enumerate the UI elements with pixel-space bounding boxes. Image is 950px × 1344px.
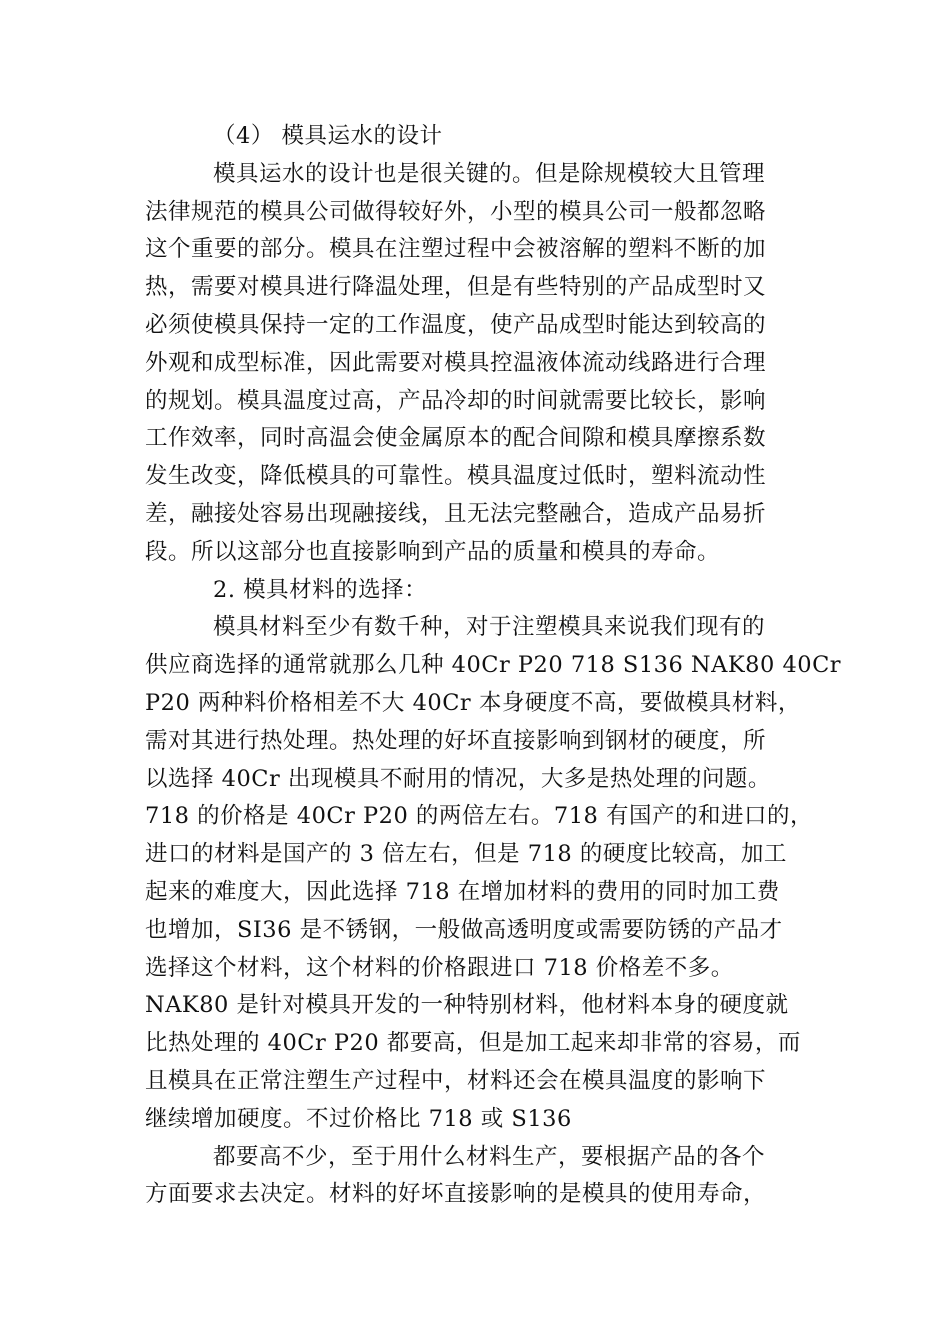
paragraph-line: 比热处理的 40Cr P20 都要高，但是加工起来却非常的容易，而 — [145, 1030, 801, 1057]
paragraph-line: 差，融接处容易出现融接线，且无法完整融合，造成产品易折 — [145, 500, 767, 527]
paragraph-line: 且模具在正常注塑生产过程中，材料还会在模具温度的影响下 — [145, 1067, 767, 1094]
paragraph-line: 模具材料至少有数千种，对于注塑模具来说我们现有的 — [213, 614, 766, 641]
paragraph-line: 法律规范的模具公司做得较好外，小型的模具公司一般都忽略 — [145, 198, 767, 225]
paragraph-line: 热，需要对模具进行降温处理，但是有些特别的产品成型时又 — [145, 274, 767, 301]
paragraph-line: 供应商选择的通常就那么几种 40Cr P20 718 S136 NAK80 40Cr — [145, 652, 842, 679]
paragraph-line: NAK80 是针对模具开发的一种特别材料，他材料本身的硬度就 — [145, 992, 789, 1019]
paragraph-line: 工作效率，同时高温会使金属原本的配合间隙和模具摩擦系数 — [145, 425, 767, 452]
paragraph-line: 以选择 40Cr 出现模具不耐用的情况，大多是热处理的问题。 — [145, 765, 771, 792]
paragraph-line: P20 两种料价格相差不大 40Cr 本身硬度不高，要做模具材料， — [145, 689, 801, 716]
section-heading-material-selection: 2. 模具材料的选择： — [213, 576, 428, 603]
paragraph-line: 需对其进行热处理。热处理的好坏直接影响到钢材的硬度，所 — [145, 727, 767, 754]
paragraph-line: 选择这个材料，这个材料的价格跟进口 718 价格差不多。 — [145, 954, 734, 981]
paragraph-line: 都要高不少，至于用什么材料生产，要根据产品的各个 — [213, 1143, 766, 1170]
paragraph-line: 起来的难度大，因此选择 718 在增加材料的费用的同时加工费 — [145, 878, 780, 905]
paragraph-line: 段。所以这部分也直接影响到产品的质量和模具的寿命。 — [145, 538, 721, 565]
paragraph-line: 这个重要的部分。模具在注塑过程中会被溶解的塑料不断的加 — [145, 236, 767, 263]
paragraph-line: 继续增加硬度。不过价格比 718 或 S136 — [145, 1105, 572, 1132]
paragraph-line: 方面要求去决定。材料的好坏直接影响的是模具的使用寿命， — [145, 1181, 767, 1208]
paragraph-line: 模具运水的设计也是很关键的。但是除规模较大且管理 — [213, 160, 766, 187]
paragraph-line: 也增加，SI36 是不锈钢，一般做高透明度或需要防锈的产品才 — [145, 916, 783, 943]
paragraph-line: 进口的材料是国产的 3 倍左右，但是 718 的硬度比较高，加工 — [145, 841, 787, 868]
paragraph-line: 的规划。模具温度过高，产品冷却的时间就需要比较长，影响 — [145, 387, 767, 414]
paragraph-line: 718 的价格是 40Cr P20 的两倍左右。718 有国产的和进口的， — [145, 803, 814, 830]
paragraph-line: 发生改变，降低模具的可靠性。模具温度过低时，塑料流动性 — [145, 463, 767, 490]
document-body — [145, 118, 842, 1214]
paragraph-line: 外观和成型标准，因此需要对模具控温液体流动线路进行合理 — [145, 349, 767, 376]
section-heading-cooling-design: （4） 模具运水的设计 — [213, 123, 443, 149]
paragraph-line: 必须使模具保持一定的工作温度，使产品成型时能达到较高的 — [145, 311, 767, 338]
